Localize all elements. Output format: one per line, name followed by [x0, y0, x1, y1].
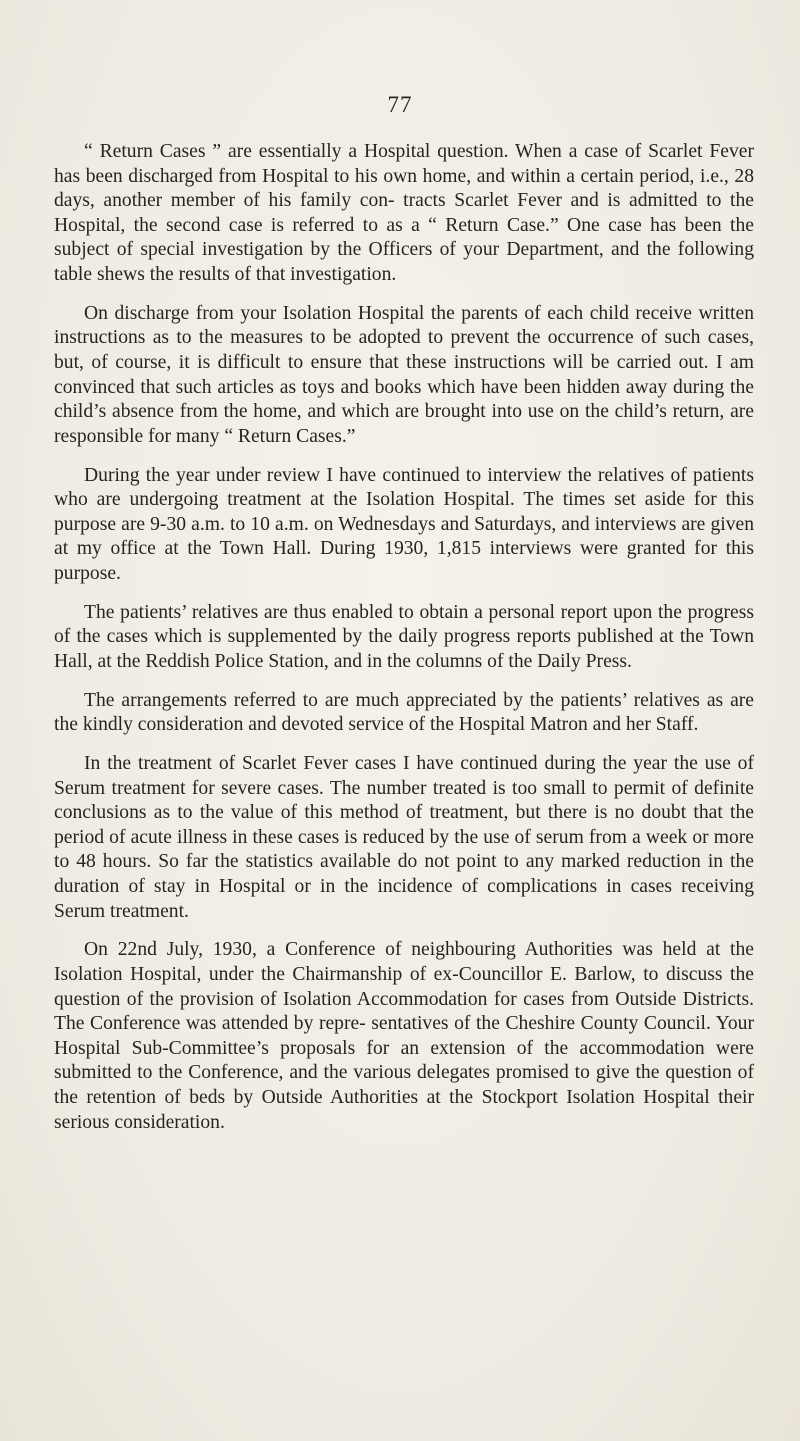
- page-number: 77: [387, 92, 413, 117]
- paragraph-appreciation: The arrangements referred to are much appreciated by the patients’ relatives as are the kindly consideration and devoted service of the Hospital Matron and her Staff.: [54, 689, 754, 736]
- paragraph-conference: On 22nd July, 1930, a Conference of neighbouring Authorities was held at the Isolation Hospital, under the Chairmanship of ex-Councillor E. Barlow, to discuss the question of the provision of Isolation Accommodation for cases from Outside Districts. The Conference was attended by repre- sentatives of the Cheshire County Council. Your Hospital Sub-Committee’s proposals for an extension of the accommodation were submitted to the Conference, and the various delegates promised to give the question of the retention of beds by Outside Authorities at the Stockport Isolation Hospital their serious consideration.: [54, 939, 754, 1133]
- paragraph-serum-treatment: In the treatment of Scarlet Fever cases I have continued during the year the use of Serum treatment for severe cases. The number treated is too small to permit of definite conclusions as to the value of this method of treatment, but there is no doubt that the period of acute illness in these cases is reduced by the use of serum from a week or more to 48 hours. So far the statistics available do not point to any marked reduction in the duration of stay in Hospital or in the incidence of complications in cases receiving Serum treatment.: [54, 753, 754, 922]
- paragraph-progress-reports: The patients’ relatives are thus enabled to obtain a personal report upon the progress of the cases which is supplemented by the daily progress reports published at the Town Hall, at the Reddish Police Station, and in the columns of the Daily Press.: [54, 601, 754, 672]
- paragraph-return-cases: “ Return Cases ” are essentially a Hospital question. When a case of Scarlet Fever has been discharged from Hospital to his own home, and within a certain period, i.e., 28 days, another member of his family con- tracts Scarlet Fever and is admitted to the Hospital, the second case is referred to as a “ Return Case.” One case has been the subject of special investigation by the Officers of your Department, and the following table shews the results of that investigation.: [54, 141, 754, 285]
- body-text: [54, 140, 754, 1149]
- paragraph-interviews: During the year under review I have continued to interview the relatives of patients who are undergoing treatment at the Isolation Hospital. The times set aside for this purpose are 9-30 a.m. to 10 a.m. on Wednesdays and Saturdays, and interviews are given at my office at the Town Hall. During 1930, 1,815 interviews were granted for this purpose.: [54, 464, 754, 584]
- paragraph-discharge-instructions: On discharge from your Isolation Hospital the parents of each child receive written instructions as to the measures to be adopted to prevent the occurrence of such cases, but, of course, it is difficult to ensure that these instructions will be carried out. I am convinced that such articles as toys and books which have been hidden away during the child’s absence from the home, and which are brought into use on the child’s return, are responsible for many “ Return Cases.”: [54, 302, 754, 447]
